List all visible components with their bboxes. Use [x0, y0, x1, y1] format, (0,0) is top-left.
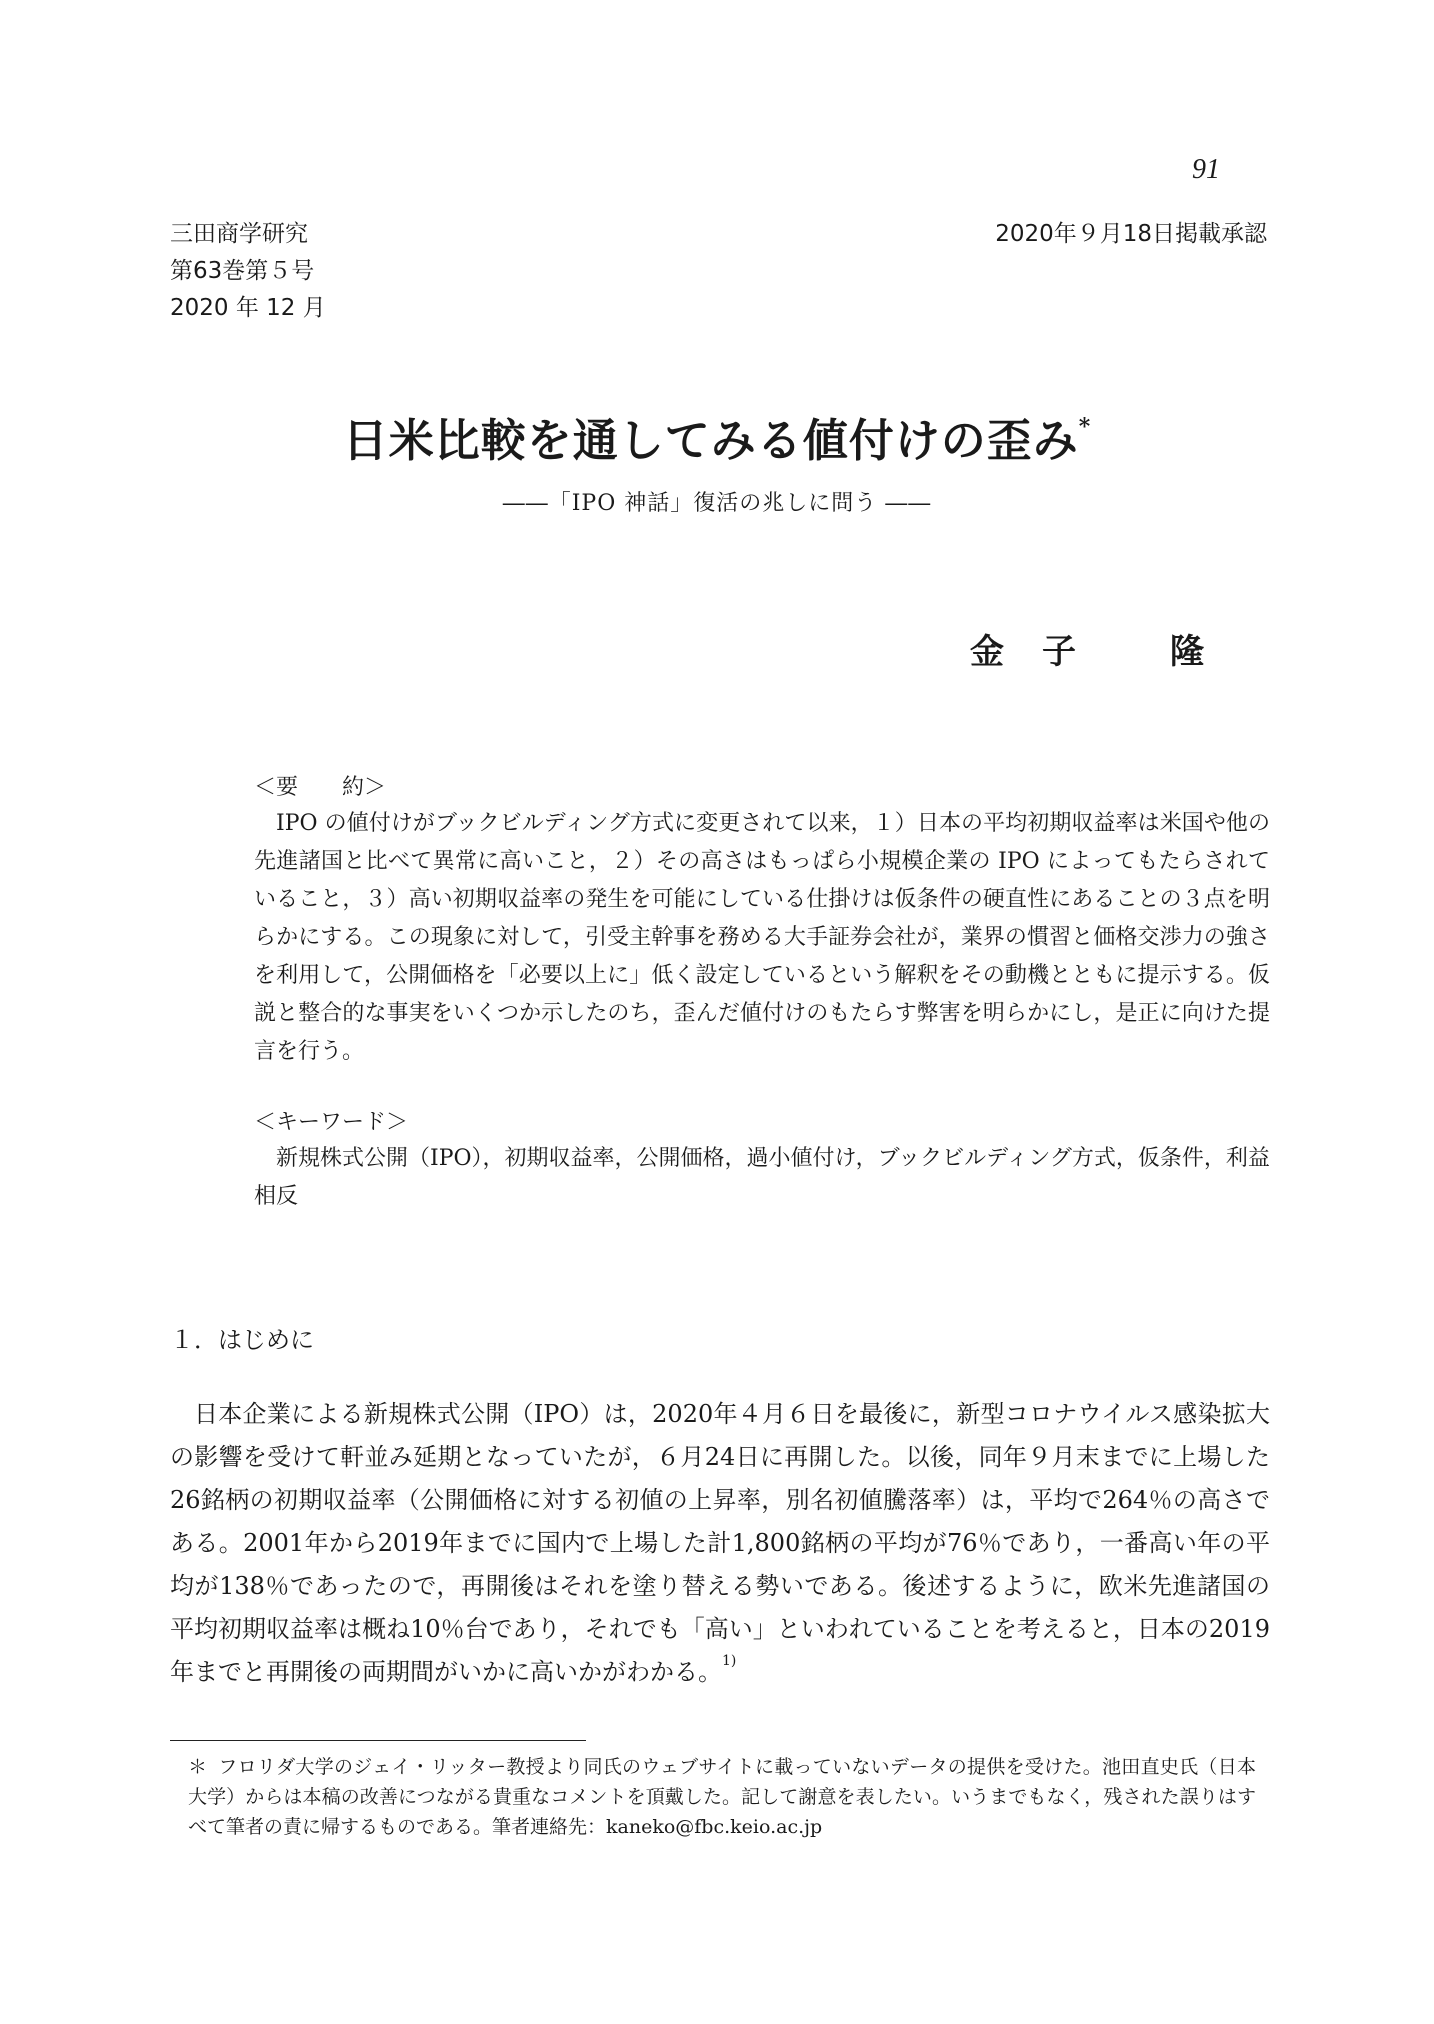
- page-number: 91: [1192, 154, 1220, 185]
- footnote-reference: 1): [722, 1653, 737, 1669]
- section-paragraph: 日本企業による新規株式公開（IPO）は，2020年４月６日を最後に，新型コロナウイルス感染拡大の影響を受けて軒並み延期となっていたが，６月24日に再開した。以後，同年９月末までに上場した26銘柄の初期収益率（公開価格に対する初値の上昇率，別名初値騰落率）は，平均で264％の高さである。2001年から2019年までに国内で上場した計1,800銘柄の平均が76％であり，一番高い年の平均が138％であったので，再開後はそれを塗り替える勢いである。後述するように，欧米先進諸国の平均初期収益率は概ね10％台であり，それでも「高い」といわれていることを考えると，日本の2019年までと再開後の両期間がいかに高いかがわかる。: [170, 1400, 1270, 1686]
- article-title: [0, 404, 1434, 469]
- author-given-name: 隆: [1170, 632, 1206, 672]
- journal-volume: 第63巻第５号: [170, 258, 315, 284]
- journal-name: 三田商学研究: [170, 221, 308, 247]
- article-title-text: 日米比較を通してみる値付けの歪み: [342, 414, 1079, 467]
- journal-info: [170, 216, 326, 327]
- footnote-text: フロリダ大学のジェイ・リッター教授より同氏のウェブサイトに載っていないデータの提供を受けた。池田直史氏（日本大学）からは本稿の改善につながる貴重なコメントを頂戴した。記して謝意を表したい。いうまでもなく，残された誤りはすべて筆者の責に帰するものである。筆者連絡先：kaneko@fbc.keio.ac.jp: [188, 1756, 1256, 1838]
- section-heading: １．はじめに: [170, 1326, 314, 1354]
- footnote-mark: ＊: [188, 1756, 208, 1778]
- footnote-divider: [170, 1740, 586, 1741]
- keywords-text: 新規株式公開（IPO），初期収益率，公開価格，過小値付け，ブックビルディング方式，仮条件，利益相反: [254, 1146, 1270, 1209]
- author-name: [970, 624, 1206, 673]
- abstract-text: IPO の値付けがブックビルディング方式に変更されて以来，１）日本の平均初期収益率は米国や他の先進諸国と比べて異常に高いこと，２）その高さはもっぱら小規模企業の IPO によってもたらされていること，３）高い初期収益率の発生を可能にしている仕掛けは仮条件の硬直性にあることの３点を明らかにする。この現象に対して，引受主幹事を務める大手証券会社が，業界の慣習と価格交渉力の強さを利用して，公開価格を「必要以上に」低く設定しているという解釈をその動機とともに提示する。仮説と整合的な事実をいくつか示したのち，歪んだ値付けのもたらす弊害を明らかにし，是正に向けた提言を行う。: [254, 811, 1270, 1064]
- section-body: [170, 1393, 1270, 1694]
- abstract-heading: ＜要 約＞: [254, 775, 387, 800]
- footnote: [188, 1752, 1256, 1842]
- journal-date: 2020 年 12 月: [170, 295, 326, 321]
- article-subtitle: ――「IPO 神話」復活の兆しに問う ――: [502, 491, 932, 516]
- acceptance-note: 2020年９月18日掲載承認: [995, 221, 1267, 247]
- author-family-name: 金 子: [970, 632, 1078, 672]
- keywords-heading: ＜キーワード＞: [254, 1110, 409, 1135]
- title-footnote-mark: *: [1078, 414, 1092, 440]
